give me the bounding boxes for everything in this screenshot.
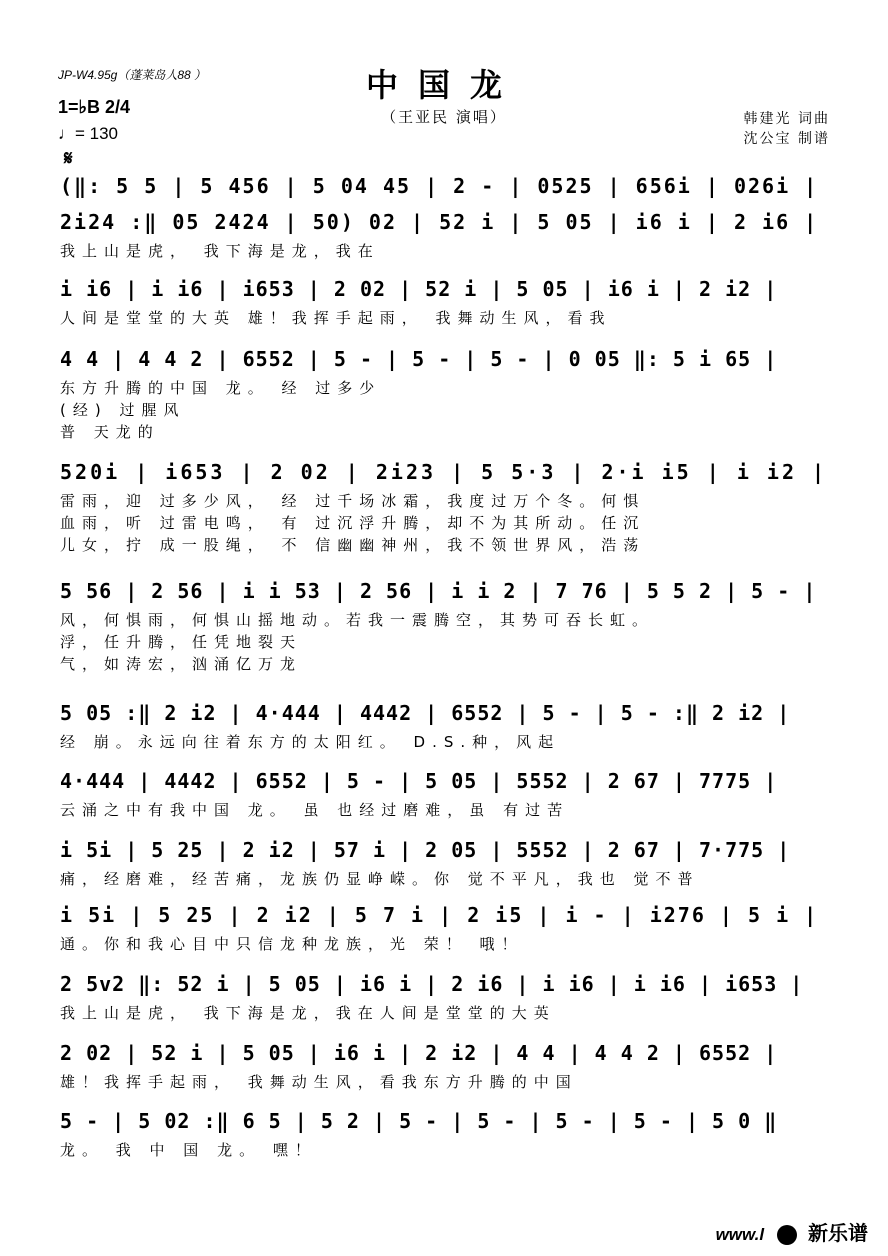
tempo-marking: ♩= 130 [58,124,119,143]
notation-text: 520i | i653 | 2 02 | 2i23 | 5 5·3 | 2·i i5 | i i2 | [60,460,828,484]
notation-line [60,834,828,864]
version-label: JP-W4.95g（蓬莱岛人88 ） [58,68,207,82]
score-row [60,697,828,751]
disc-logo-icon [777,1225,797,1245]
brand-name: 新乐谱 [808,1221,868,1245]
notation-line [60,273,828,303]
score-row [60,206,828,260]
notation-text: 4 4 | 4 4 2 | 6552 | 5 - | 5 - | 5 - | 0 05 ‖: 5 i 65 | [60,347,778,371]
lyric-line: 普 天龙的 [60,423,160,441]
notation-text: 5 56 | 2 56 | i i 53 | 2 56 | i i 2 | 7 76 | 5 5 2 | 5 - | [60,579,817,603]
notation-text: (‖: 5 5 | 5 456 | 5 04 45 | 2 - | 0525 | 656i | 026i | [60,174,819,198]
lyric-line: 气，如涛宏，汹涌亿万龙 [60,655,303,673]
lyric-line: 雄！我挥手起雨， 我舞动生风，看我东方升腾的中国 [60,1073,578,1091]
notation-line [60,899,828,929]
song-title: 中国龙 [365,66,522,104]
notation-line [60,968,828,998]
notation-line [60,206,828,236]
key-signature: 1=♭B 2/4 [58,97,131,117]
lyric-line: 痛，经磨难，经苦痛，龙族仍显峥嵘。你 觉不平凡，我也 觉不普 [60,870,700,888]
notation-text: i i6 | i i6 | i653 | 2 02 | 52 i | 5 05 | i6 i | 2 i2 | [60,277,778,301]
lyric-line: 通。你和我心目中只信龙种龙族，光 荣！ 哦！ [60,935,524,953]
lyric-line: 人间是堂堂的大英 雄！我挥手起雨， 我舞动生风，看我 [60,309,612,327]
lyric-line: 云涌之中有我中国 龙。 虽 也经过磨难，虽 有过苦 [60,801,570,819]
notation-text: 2 02 | 52 i | 5 05 | i6 i | 2 i2 | 4 4 | 4 4 2 | 6552 | [60,1041,778,1065]
lyric-line: 儿女，拧 成一股绳， 不 信幽幽神州，我不领世界风，浩荡 [60,536,646,554]
notation-text: i 5i | 5 25 | 2 i2 | 57 i | 2 05 | 5552 | 2 67 | 7·775 | [60,838,791,862]
lyric-line: 我上山是虎， 我下海是龙，我在人间是堂堂的大英 [60,1004,556,1022]
lyric-line: 龙。 我 中 国 龙。 嘿！ [60,1141,317,1159]
score-row [60,575,828,673]
score-row [60,1105,828,1159]
score-row [60,834,828,888]
lyric-line: 风，何惧雨，何惧山摇地动。若我一震腾空，其势可吞长虹。 [60,611,655,629]
credit-score: 沈公宝 制谱 [743,131,830,147]
notation-line [60,456,828,486]
site-brand[interactable] [716,1217,868,1246]
notation-line [60,170,828,200]
lyric-line: 经 崩。永远向往着东方的太阳红。 D.S.种，风起 [60,733,561,751]
notation-line [60,1105,828,1135]
lyric-line: 浮，任升腾，任凭地裂天 [60,633,303,651]
site-url: www.l [715,1225,765,1244]
notation-text: 5 - | 5 02 :‖ 6 5 | 5 2 | 5 - | 5 - | 5 - | 5 - | 5 0 ‖ [60,1109,778,1133]
notation-line [60,697,828,727]
score-row [60,968,828,1022]
lyric-line: (经) 过腥风 [60,401,186,419]
lyric-line: 东方升腾的中国 龙。 经 过多少 [60,379,382,397]
notation-line [60,765,828,795]
notation-text: 2i24 :‖ 05 2424 | 50) 02 | 52 i | 5 05 | i6 i | 2 i6 | [60,210,819,234]
notation-text: 2 5v2 ‖: 52 i | 5 05 | i6 i | 2 i6 | i i6 | i i6 | i653 | [60,972,804,996]
notation-line [60,1037,828,1067]
singer-label: （王亚民 演唱） [381,108,507,126]
score-row [60,1037,828,1091]
notation-text: 5 05 :‖ 2 i2 | 4·444 | 4442 | 6552 | 5 - | 5 - :‖ 2 i2 | [60,701,791,725]
lyric-line: 雷雨，迎 过多少风， 经 过千场冰霜，我度过万个冬。何惧 [60,492,646,510]
notation-line [60,343,828,373]
score-row [60,899,828,953]
lyric-line: 血雨，听 过雷电鸣， 有 过沉浮升腾，却不为其所动。任沉 [60,514,646,532]
segno-icon: 𝄋 [64,146,73,170]
score-row [60,456,828,554]
notation-text: 4·444 | 4442 | 6552 | 5 - | 5 05 | 5552 | 2 67 | 7775 | [60,769,778,793]
score-row [60,343,828,441]
lyric-line: 我上山是虎， 我下海是龙，我在 [60,242,380,260]
notation-text: i 5i | 5 25 | 2 i2 | 5 7 i | 2 i5 | i - | i276 | 5 i | [60,903,819,927]
credit-lyrics: 韩建光 词曲 [743,111,830,127]
score-row [60,765,828,819]
notation-line [60,575,828,605]
score-row [60,273,828,327]
